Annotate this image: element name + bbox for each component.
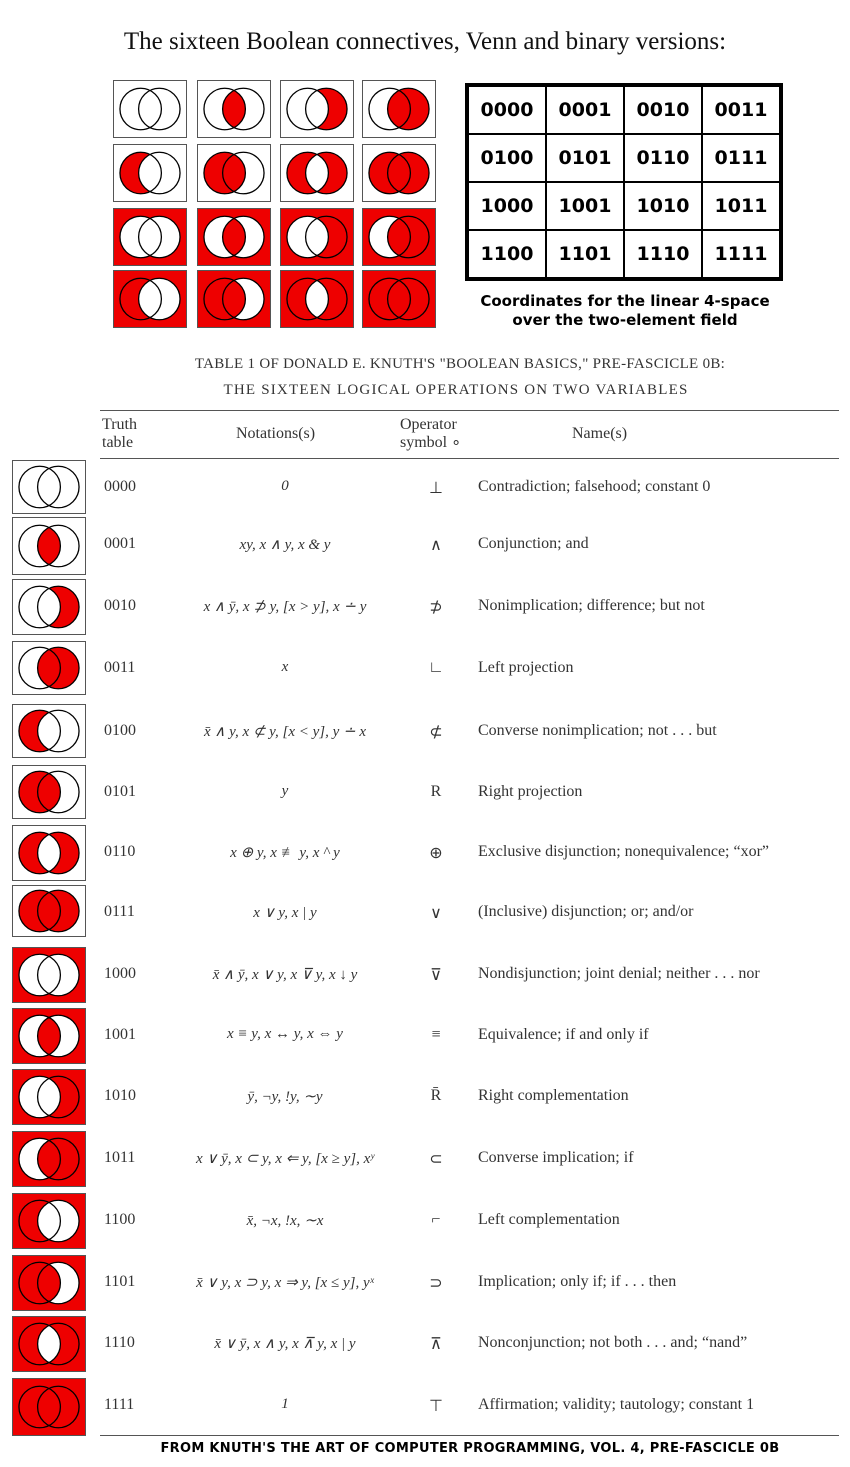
header-truth-line2: table [102, 434, 134, 451]
operation-name: Converse nonimplication; not . . . but [478, 722, 717, 739]
truth-table-code: 1011 [104, 1149, 136, 1166]
header-operator-symbol [400, 416, 461, 452]
truth-table-code: 1101 [104, 1273, 136, 1290]
truth-table-code: 0001 [104, 535, 136, 552]
operation-name: Contradiction; falsehood; constant 0 [478, 478, 711, 495]
operator-symbol: ⊃ [429, 1275, 443, 1292]
row-venn-0110 [12, 825, 86, 881]
operation-name: Equivalence; if and only if [478, 1026, 649, 1043]
operator-symbol: ⊄ [429, 724, 443, 741]
row-venn-0010 [12, 579, 86, 635]
truth-table-code: 1110 [104, 1334, 135, 1351]
operator-symbol: ⊤ [429, 1398, 443, 1415]
venn-diagram-0010 [280, 80, 354, 138]
venn-diagram-0111 [362, 144, 436, 202]
row-venn-1011 [12, 1131, 86, 1187]
row-venn-0000 [12, 460, 86, 514]
operator-symbol: ∟ [428, 659, 444, 676]
binary-cell: 0000 [468, 86, 546, 134]
operator-symbol: ⊼ [430, 1336, 442, 1353]
header-operator-line2: symbol ∘ [400, 434, 462, 451]
notation-text: x̄ ∧ y, x ⊄ y, [x < y], y ∸ x [203, 724, 367, 740]
truth-table-code: 1001 [104, 1026, 136, 1043]
notation-text: ȳ, ¬y, !y, ∼y [247, 1089, 323, 1105]
notation-text: x̄ ∨ y, x ⊃ y, x ⇒ y, [x ≤ y], yˣ [196, 1275, 374, 1291]
venn-grid [113, 80, 437, 330]
operator-symbol: ⌐ [431, 1211, 441, 1228]
venn-diagram-1100 [113, 270, 187, 328]
page-title: The sixteen Boolean connectives, Venn and binary versions: [123, 28, 727, 55]
row-venn-0101 [12, 765, 86, 819]
truth-table-code: 0100 [104, 722, 136, 739]
venn-diagram-1011 [362, 208, 436, 266]
truth-table-code: 1100 [104, 1211, 136, 1228]
venn-diagram-0110 [280, 144, 354, 202]
operator-symbol: ⊕ [429, 845, 443, 862]
notation-text: x ∨ ȳ, x ⊂ y, x ⇐ y, [x ≥ y], xʸ [195, 1151, 375, 1167]
row-venn-1010 [12, 1069, 86, 1125]
venn-diagram-0000 [113, 80, 187, 138]
row-venn-1110 [12, 1316, 86, 1372]
operator-symbol: ∨ [430, 905, 442, 922]
row-venn-1001 [12, 1008, 86, 1064]
operation-name: Implication; only if; if . . . then [478, 1273, 677, 1290]
operation-name: (Inclusive) disjunction; or; and/or [478, 903, 694, 920]
venn-diagram-0100 [113, 144, 187, 202]
operation-name: Left projection [478, 659, 574, 676]
binary-cell: 1011 [702, 182, 780, 230]
footer-citation: FROM KNUTH'S THE ART OF COMPUTER PROGRAMMING, VOL. 4, PRE-FASCICLE 0B [160, 1441, 780, 1456]
operation-name: Right projection [478, 783, 583, 800]
operation-name: Left complementation [478, 1211, 620, 1228]
truth-table-code: 1000 [104, 965, 136, 982]
table-header-rule [100, 458, 839, 459]
operator-symbol: ≡ [431, 1026, 441, 1043]
venn-diagram-1010 [280, 208, 354, 266]
binary-caption [450, 292, 800, 330]
operation-name: Nonconjunction; not both . . . and; “nand” [478, 1334, 748, 1351]
truth-table-code: 1111 [104, 1396, 135, 1413]
notation-text: y [281, 783, 289, 799]
row-venn-0100 [12, 704, 86, 758]
table-bottom-rule [100, 1435, 839, 1436]
operator-symbol: ⊅ [429, 599, 443, 616]
venn-diagram-1111 [362, 270, 436, 328]
binary-cell: 1111 [702, 230, 780, 278]
operator-symbol: R [430, 783, 442, 800]
binary-caption-line1: Coordinates for the linear 4-space [480, 292, 770, 310]
operator-symbol: ⊂ [429, 1151, 443, 1168]
notation-text: x̄, ¬x, !x, ∼x [246, 1213, 324, 1229]
venn-diagram-1001 [197, 208, 271, 266]
notation-text: x̄ ∧ ȳ, x ∨ y, x ⊽ y, x ↓ y [212, 967, 358, 983]
notation-text: x ≡ y, x ↔ y, x ⇔ y [227, 1026, 343, 1042]
row-venn-1101 [12, 1255, 86, 1311]
venn-diagram-0011 [362, 80, 436, 138]
binary-cell: 1001 [546, 182, 624, 230]
notation-text: x̄ ∨ ȳ, x ∧ y, x ⊼ y, x | y [214, 1336, 356, 1352]
row-venn-0001 [12, 517, 86, 575]
venn-diagram-0101 [197, 144, 271, 202]
binary-cell: 1010 [624, 182, 702, 230]
header-notations: Notations(s) [236, 425, 316, 442]
operator-symbol: ⊥ [429, 480, 443, 497]
operation-name: Nondisjunction; joint denial; neither . . . nor [478, 965, 760, 982]
row-venn-1111 [12, 1378, 86, 1436]
binary-cell: 0101 [546, 134, 624, 182]
truth-table-code: 0110 [104, 843, 136, 860]
venn-diagram-1101 [197, 270, 271, 328]
operation-name: Exclusive disjunction; nonequivalence; “xor” [478, 843, 770, 860]
operator-symbol: ⊽ [430, 967, 442, 984]
truth-table-code: 1010 [104, 1087, 136, 1104]
header-truth-table [102, 416, 137, 452]
operator-symbol: ∧ [430, 537, 442, 554]
truth-table-code: 0000 [104, 478, 136, 495]
row-venn-0111 [12, 885, 86, 937]
binary-cell: 0011 [702, 86, 780, 134]
notation-text: x ⊕ y, x ≢ y, x ^ y [230, 845, 340, 861]
header-operator-line1: Operator [400, 416, 457, 433]
operator-symbol: R̄ [430, 1087, 442, 1104]
binary-cell: 1101 [546, 230, 624, 278]
operation-name: Affirmation; validity; tautology; constant 1 [478, 1396, 755, 1413]
binary-cell: 1110 [624, 230, 702, 278]
binary-cell: 1000 [468, 182, 546, 230]
binary-cell: 0100 [468, 134, 546, 182]
header-names: Name(s) [572, 425, 628, 442]
row-venn-1100 [12, 1193, 86, 1249]
notation-text: x ∧ ȳ, x ⊅ y, [x > y], x ∸ y [203, 599, 367, 615]
row-venn-0011 [12, 641, 86, 695]
notation-text: x ∨ y, x | y [253, 905, 317, 921]
binary-cell: 0001 [546, 86, 624, 134]
notation-text: 1 [281, 1396, 289, 1412]
operation-name: Conjunction; and [478, 535, 589, 552]
binary-cell: 0110 [624, 134, 702, 182]
venn-diagram-1000 [113, 208, 187, 266]
binary-caption-line2: over the two-element field [512, 311, 738, 329]
venn-diagram-1110 [280, 270, 354, 328]
notation-text: x [281, 659, 289, 675]
binary-cell: 0010 [624, 86, 702, 134]
binary-cell: 1100 [468, 230, 546, 278]
binary-grid [465, 83, 783, 281]
truth-table-code: 0011 [104, 659, 136, 676]
notation-text: xy, x ∧ y, x & y [239, 537, 331, 553]
truth-table-code: 0101 [104, 783, 136, 800]
table-title-line2: THE SIXTEEN LOGICAL OPERATIONS ON TWO VARIABLES [223, 382, 689, 398]
venn-diagram-0001 [197, 80, 271, 138]
row-venn-1000 [12, 947, 86, 1003]
operation-name: Converse implication; if [478, 1149, 634, 1166]
binary-cell: 0111 [702, 134, 780, 182]
header-truth-line1: Truth [102, 416, 137, 433]
truth-table-code: 0010 [104, 597, 136, 614]
notation-text: 0 [281, 478, 289, 494]
table-title-line1: TABLE 1 OF DONALD E. KNUTH'S "BOOLEAN BASICS," PRE-FASCICLE 0B: [194, 356, 726, 372]
table-top-rule [100, 410, 839, 411]
operation-name: Right complementation [478, 1087, 629, 1104]
truth-table-code: 0111 [104, 903, 135, 920]
operation-name: Nonimplication; difference; but not [478, 597, 705, 614]
